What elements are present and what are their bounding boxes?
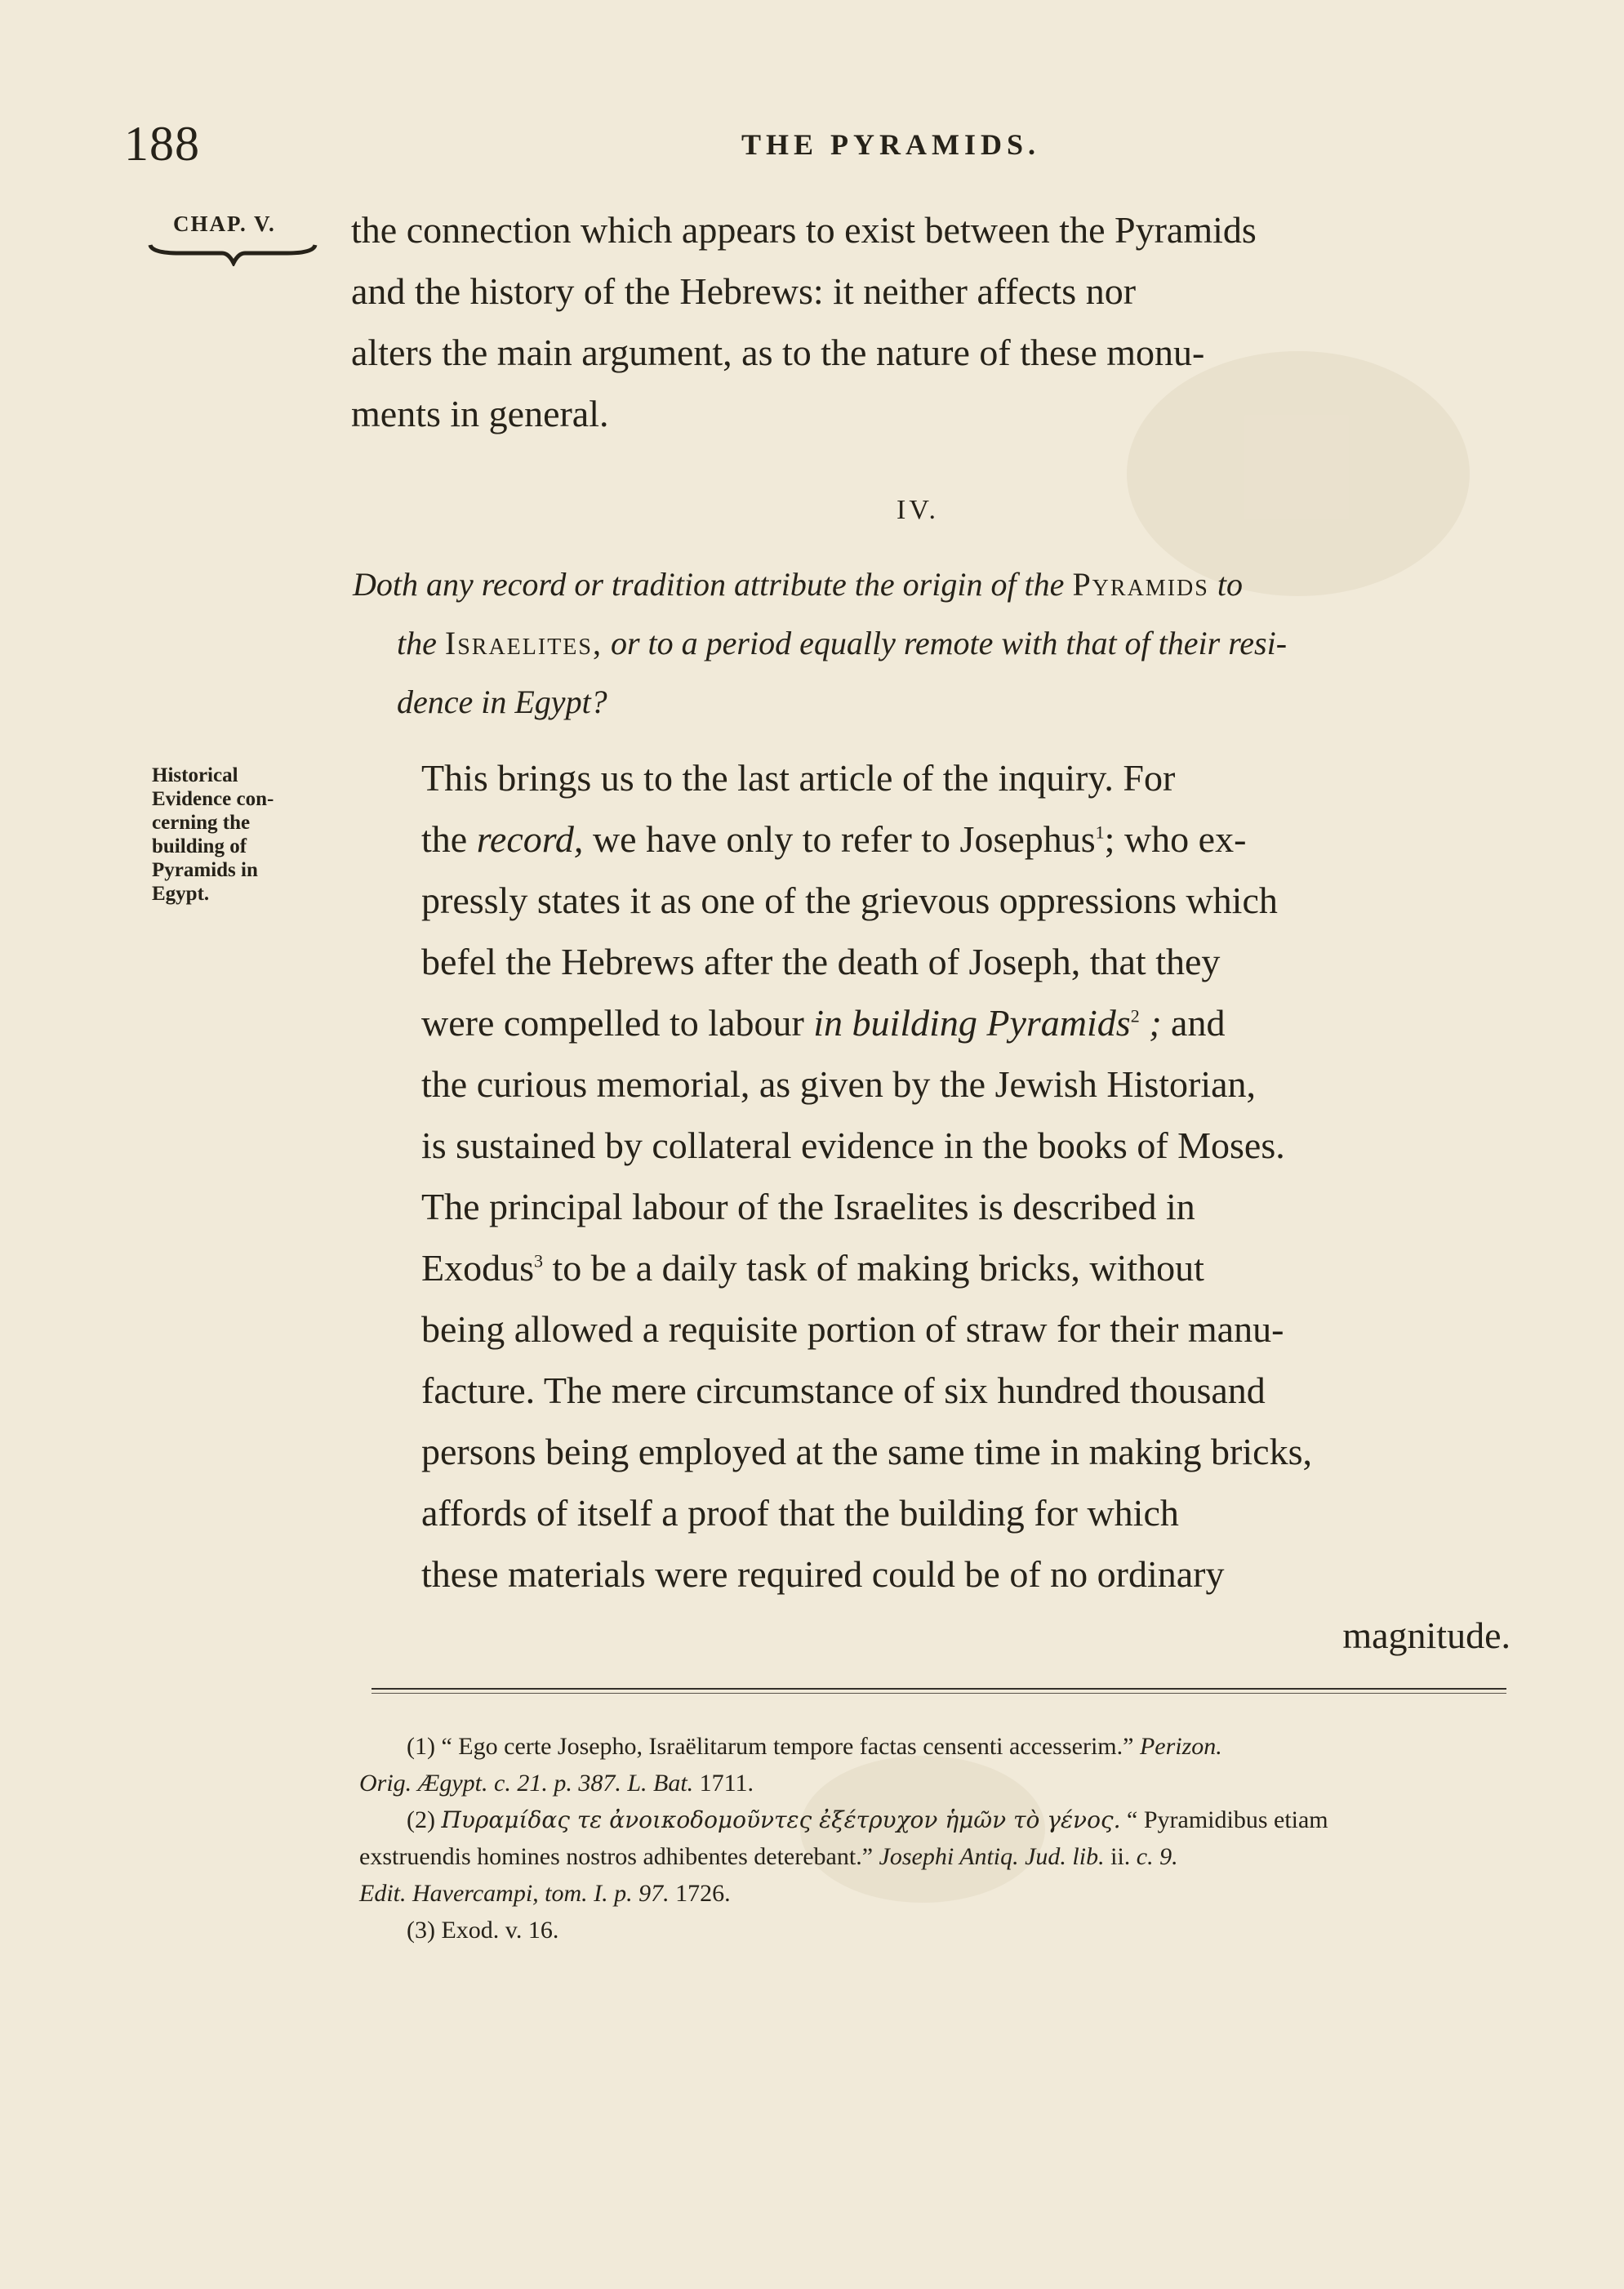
text-line: affords of itself a proof that the building for which: [421, 1492, 1179, 1534]
text-line: facture. The mere circumstance of six hundred thousand: [421, 1369, 1266, 1411]
question-text: Doth any record or tradition attribute the origin of the: [353, 566, 1065, 603]
footnote-source: Josephi Antiq. Jud. lib.: [879, 1843, 1105, 1870]
italic-run: ;: [1149, 1002, 1162, 1044]
footnote-number: (2): [407, 1806, 435, 1833]
footnote-line: [359, 1912, 1502, 1948]
footnote-ref-2[interactable]: 2: [1130, 1005, 1140, 1026]
question-text: the: [397, 625, 437, 661]
text-run: Exodus: [421, 1247, 534, 1289]
footnote-line: [359, 1875, 1502, 1912]
text-line: This brings us to the last article of the inquiry. For: [421, 757, 1176, 799]
footnote-ref-1[interactable]: 1: [1095, 822, 1105, 843]
footnote-text: exstruendis homines nostros adhibentes deterebant.”: [359, 1843, 874, 1870]
footnotes: [359, 1728, 1502, 1948]
italic-run: record,: [476, 818, 584, 860]
chapter-brace-ornament: [147, 242, 318, 266]
text-line: [351, 1237, 1511, 1298]
text-run: ; who ex-: [1104, 818, 1247, 860]
text-line: The principal labour of the Israelites is described in: [421, 1186, 1195, 1227]
text-run: to be a daily task of making bricks, without: [552, 1247, 1204, 1289]
text-line: alters the main argument, as to the nature of these monu-: [351, 332, 1205, 373]
margin-note-line: cerning the: [152, 812, 251, 834]
section-question: [353, 555, 1512, 732]
footnote-text: Exod. v. 16.: [441, 1917, 559, 1944]
footnote-line: [359, 1801, 1502, 1838]
paragraph-continued: [351, 199, 1511, 444]
main-paragraph: [351, 747, 1511, 1666]
margin-note-line: Pyramids in: [152, 859, 258, 881]
question-smallcaps: Pyramids: [1072, 566, 1209, 603]
text-line: ments in general.: [351, 393, 609, 434]
text-line: pressly states it as one of the grievous oppressions which: [421, 880, 1278, 921]
text-run: the: [421, 818, 468, 860]
footnote-1: [359, 1728, 1502, 1801]
footnote-number: (3): [407, 1917, 435, 1944]
footnote-source: Edit. Havercampi, tom. I. p. 97.: [359, 1880, 670, 1907]
text-line: befel the Hebrews after the death of Joseph, that they: [421, 941, 1221, 982]
text-line: these materials were required could be of no ordinary: [421, 1553, 1225, 1595]
text-line: magnitude.: [1342, 1614, 1511, 1656]
text-line: is sustained by collateral evidence in the books of Moses.: [421, 1124, 1285, 1166]
page-number: 188: [124, 117, 200, 171]
footnote-rule: [372, 1693, 1506, 1694]
footnote-text: “ Ego certe Josepho, Israëlitarum tempore factas censenti accesserim.”: [441, 1733, 1134, 1760]
text-line: being allowed a requisite portion of straw for their manu-: [421, 1308, 1284, 1350]
question-smallcaps: Israelites,: [444, 625, 603, 661]
margin-note: [152, 764, 315, 906]
italic-run: in building Pyramids: [813, 1002, 1131, 1044]
footnote-line: [359, 1728, 1502, 1765]
section-number: IV.: [897, 495, 939, 525]
footnote-ref-3[interactable]: 3: [534, 1250, 543, 1271]
margin-note-line: Historical: [152, 764, 238, 786]
text-run: we have only to refer to Josephus: [592, 818, 1096, 860]
text-line: and the history of the Hebrews: it neither affects nor: [351, 270, 1137, 312]
footnote-source: c. 9.: [1136, 1843, 1178, 1870]
footnote-3: [359, 1912, 1502, 1948]
text-run: and: [1171, 1002, 1226, 1044]
text-line: the curious memorial, as given by the Jewish Historian,: [421, 1063, 1257, 1105]
text-line: [351, 992, 1511, 1053]
footnote-line: [359, 1838, 1502, 1875]
margin-note-line: building of: [152, 835, 247, 857]
footnote-source: ii.: [1110, 1843, 1131, 1870]
greek-quotation: Πυραμίδας τε ἀνοικοδομοῦντες ἐξέτρυχον ἡμῶν τὸ γένος.: [441, 1806, 1121, 1833]
footnote-rule: [372, 1688, 1506, 1690]
footnote-2: [359, 1801, 1502, 1912]
text-line: persons being employed at the same time in making bricks,: [421, 1431, 1312, 1472]
footnote-year: 1726.: [675, 1880, 731, 1907]
question-text: or to a period equally remote with that of their resi-: [610, 625, 1288, 661]
footnote-text: “ Pyramidibus etiam: [1127, 1806, 1328, 1833]
footnote-number: (1): [407, 1733, 435, 1760]
footnote-source: Perizon.: [1139, 1733, 1222, 1760]
text-line: [351, 808, 1511, 870]
chapter-label: CHAP. V.: [173, 212, 276, 236]
footnote-source: Orig. Ægypt. c. 21. p. 387. L. Bat.: [359, 1770, 694, 1797]
question-line: [353, 555, 1512, 614]
margin-note-line: Evidence con-: [152, 788, 274, 810]
footnote-line: [359, 1765, 1502, 1801]
running-title: THE PYRAMIDS.: [741, 128, 1041, 161]
question-text: to: [1217, 566, 1243, 603]
question-line: dence in Egypt?: [397, 684, 607, 720]
text-line: the connection which appears to exist between the Pyramids: [351, 209, 1257, 251]
question-line: [353, 614, 1512, 673]
footnote-year: 1711.: [699, 1770, 754, 1797]
margin-note-line: Egypt.: [152, 883, 210, 905]
text-run: were compelled to labour: [421, 1002, 804, 1044]
